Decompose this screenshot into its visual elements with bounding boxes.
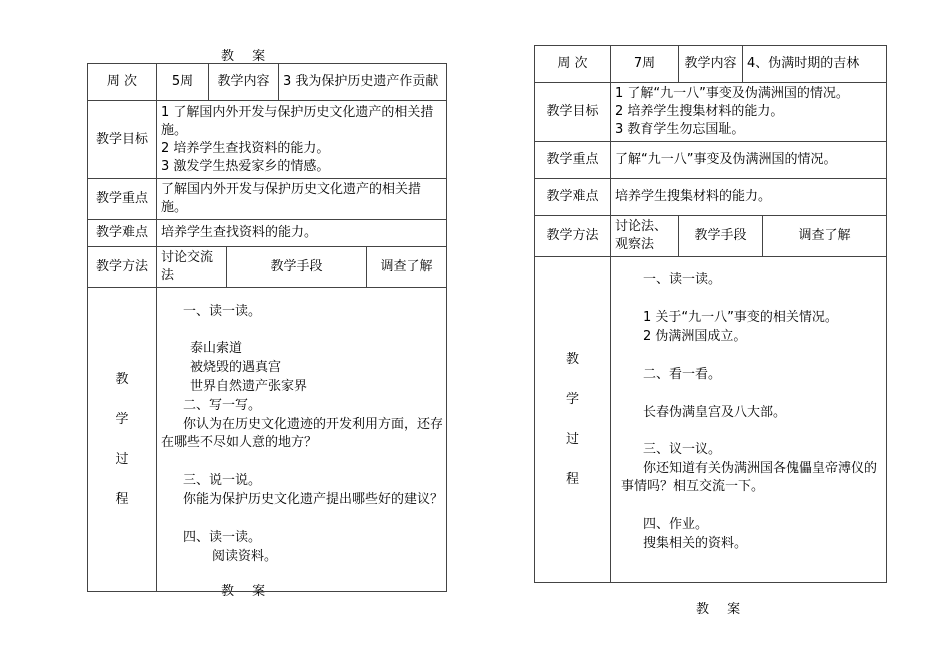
section-item: 1 关于“九一八”事变的相关情况。 — [643, 310, 838, 325]
section-text: 你认为在历史文化遗迹的开发利用方面，还存在哪些不尽如人意的地方？ — [161, 417, 444, 450]
section-title: 四、作业。 — [643, 517, 709, 532]
process-char: 学 — [565, 391, 579, 407]
section-text: 长春伪满皇宫及八大部。 — [643, 405, 787, 420]
row-method — [88, 247, 447, 288]
lesson-plan-table-left — [87, 63, 447, 592]
content-label: 教学内容 — [679, 46, 743, 83]
means-value: 调查了解 — [367, 247, 447, 288]
means-label: 教学手段 — [679, 216, 763, 257]
section-item: 2 伪满洲国成立。 — [643, 329, 747, 344]
goal-item: 1 了解国内外开发与保护历史文化遗产的相关措施。 — [161, 104, 434, 138]
bottom-caption-right: 教 案 — [696, 602, 741, 617]
section-title: 一、读一读。 — [183, 304, 262, 319]
goal-item: 3 教育学生勿忘国耻。 — [615, 122, 745, 137]
process-char: 程 — [115, 491, 129, 507]
difficulty-label: 教学难点 — [535, 179, 611, 216]
section-item: 被烧毁的遇真宫 — [190, 360, 282, 375]
means-value: 调查了解 — [763, 216, 887, 257]
process-char: 教 — [565, 351, 579, 367]
section-text: 你能为保护历史文化遗产提出哪些好的建议？ — [183, 492, 444, 507]
row-method — [535, 216, 887, 257]
focus-label: 教学重点 — [535, 142, 611, 179]
focus-value: 了解“九一八”事变及伪满洲国的情况。 — [611, 142, 887, 179]
process-char: 教 — [115, 371, 129, 387]
method-label: 教学方法 — [535, 216, 611, 257]
method-value: 讨论法、观察法 — [611, 216, 679, 257]
section-text: 搜集相关的资料。 — [643, 536, 748, 551]
row-week — [535, 46, 887, 83]
lesson-plan-table-right — [534, 45, 887, 583]
process-char: 过 — [115, 451, 129, 467]
method-value: 讨论交流法 — [157, 247, 227, 288]
week-label: 周 次 — [88, 64, 157, 101]
method-label: 教学方法 — [88, 247, 157, 288]
goal-item: 1 了解“九一八”事变及伪满洲国的情况。 — [615, 86, 849, 101]
row-process — [88, 288, 447, 592]
section-title: 四、读一读。 — [183, 530, 262, 545]
content-value: 4、伪满时期的吉林 — [743, 46, 887, 83]
section-text: 你还知道有关伪满洲国各傀儡皇帝溥仪的事情吗？相互交流一下。 — [621, 461, 878, 494]
difficulty-value: 培养学生搜集材料的能力。 — [611, 179, 887, 216]
goals-cell — [157, 101, 447, 179]
process-label — [88, 288, 157, 592]
goals-label: 教学目标 — [88, 101, 157, 179]
row-focus — [88, 179, 447, 220]
section-title: 三、说一说。 — [183, 473, 262, 488]
means-label: 教学手段 — [227, 247, 367, 288]
row-goals — [535, 83, 887, 142]
section-item: 泰山索道 — [190, 341, 243, 356]
row-focus — [535, 142, 887, 179]
row-goals — [88, 101, 447, 179]
section-title: 二、看一看。 — [643, 367, 722, 382]
goal-item: 2 培养学生搜集材料的能力。 — [615, 104, 784, 119]
section-title: 一、读一读。 — [643, 272, 722, 287]
process-content — [157, 288, 447, 592]
focus-value: 了解国内外开发与保护历史文化遗产的相关措施。 — [157, 179, 447, 220]
section-title: 二、写一写。 — [183, 398, 262, 413]
content-value: 3 我为保护历史遗产作贡献 — [279, 64, 447, 101]
process-char: 学 — [115, 411, 129, 427]
week-value: 7周 — [611, 46, 679, 83]
row-difficulty — [535, 179, 887, 216]
week-value: 5周 — [157, 64, 209, 101]
row-difficulty — [88, 220, 447, 247]
section-item: 世界自然遗产张家界 — [190, 379, 308, 394]
difficulty-value: 培养学生查找资料的能力。 — [157, 220, 447, 247]
content-label: 教学内容 — [209, 64, 279, 101]
goals-cell — [611, 83, 887, 142]
process-char: 过 — [565, 431, 579, 447]
top-caption-left: 教 案 — [221, 49, 266, 64]
goal-item: 3 激发学生热爱家乡的情感。 — [161, 158, 330, 174]
goals-label: 教学目标 — [535, 83, 611, 142]
goal-item: 2 培养学生查找资料的能力。 — [161, 140, 330, 156]
row-process — [535, 257, 887, 583]
difficulty-label: 教学难点 — [88, 220, 157, 247]
section-title: 三、议一议。 — [643, 442, 722, 457]
process-label — [535, 257, 611, 583]
process-content — [611, 257, 887, 583]
row-week — [88, 64, 447, 101]
process-char: 程 — [565, 471, 579, 487]
section-text: 阅读资料。 — [212, 549, 278, 564]
bottom-caption-left: 教 案 — [221, 584, 266, 599]
week-label: 周 次 — [535, 46, 611, 83]
focus-label: 教学重点 — [88, 179, 157, 220]
